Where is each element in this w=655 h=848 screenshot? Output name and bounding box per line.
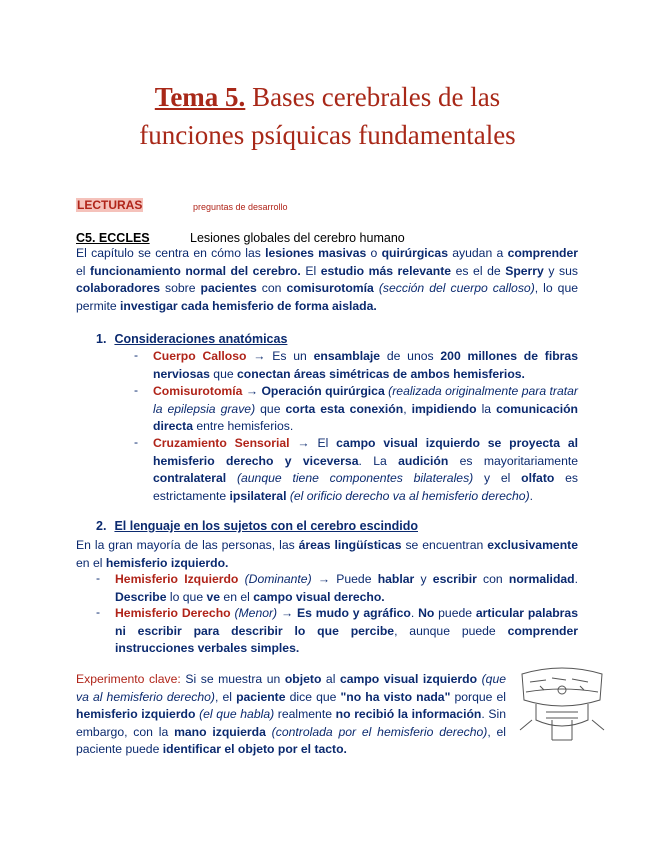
- sec1-item-cruzamiento: Cruzamiento Sensorial → El campo visual izquierdo se proyecta al hemisferio derecho y viceversa. La audición es mayoritariamente contralateral (aunque tiene componentes bilaterales) y el olfato es estrictamente ipsilateral (el orificio derecho va al hemisferio derecho).: [153, 436, 579, 503]
- bullet-dash: -: [134, 348, 139, 362]
- sec2-item-derecho: Hemisferio Derecho (Menor) → Es mudo y agráfico. No puede articular palabras ni escribir para describir lo que percibe, aunque puede comprender instrucciones verbales simples.: [115, 606, 578, 655]
- bullet-dash: -: [134, 435, 139, 449]
- title-number: Tema 5.: [154, 82, 246, 112]
- preguntas-label: preguntas de desarrollo: [193, 202, 288, 212]
- section-header: [76, 231, 405, 245]
- sec1-item-comisurotomia: Comisurotomía → Operación quirúrgica (realizada originalmente para tratar la epilepsia grave) que corta esta conexión, impidiendo la comunicación directa entre hemisferios.: [153, 384, 579, 433]
- intro-paragraph: El capítulo se centra en cómo las lesiones masivas o quirúrgicas ayudan a comprender el funcionamiento normal del cerebro. El estudio más relevante es el de Sperry y sus colaboradores sobre pacientes con comisurotomía (sección del cuerpo calloso), lo que permite investigar cada hemisferio de forma aislada.: [76, 246, 578, 313]
- split-brain-sketch-image: [516, 660, 608, 752]
- title-line2: funciones psíquicas fundamentales: [139, 120, 516, 150]
- sec2-paragraph: En la gran mayoría de las personas, las áreas lingüísticas se encuentran exclusivamente en el hemisferio izquierdo.: [76, 538, 578, 570]
- bullet-dash: -: [96, 605, 101, 619]
- bullet-dash: -: [134, 383, 139, 397]
- bullet-dash: -: [96, 571, 101, 585]
- experiment-paragraph: Experimento clave: Si se muestra un objeto al campo visual izquierdo (que va al hemisferio derecho), el paciente dice que "no ha visto nada" porque el hemisferio izquierdo (el que habla) realmente no recibió la información. Sin embargo, con la mano izquierda (controlada por el hemisferio derecho), el paciente puede identificar el objeto por el tacto.: [76, 672, 507, 756]
- section-title: Lesiones globales del cerebro humano: [190, 231, 405, 245]
- sec2-heading: 2. El lenguaje en los sujetos con el cerebro escindido: [96, 519, 418, 533]
- title-line1: Bases cerebrales de las: [245, 82, 501, 112]
- section-code: C5. ECCLES: [76, 231, 150, 245]
- sec1-heading: 1. Consideraciones anatómicas: [96, 332, 288, 346]
- lecturas-label: LECTURAS: [77, 198, 143, 212]
- sec1-item-cuerpo-calloso: Cuerpo Calloso → Es un ensamblaje de unos 200 millones de fibras nerviosas que conectan áreas simétricas de ambos hemisferios.: [153, 349, 578, 381]
- page-title: [40, 78, 615, 154]
- sec2-item-izquierdo: Hemisferio Izquierdo (Dominante) → Puede hablar y escribir con normalidad. Describe lo que ve en el campo visual derecho.: [115, 572, 578, 604]
